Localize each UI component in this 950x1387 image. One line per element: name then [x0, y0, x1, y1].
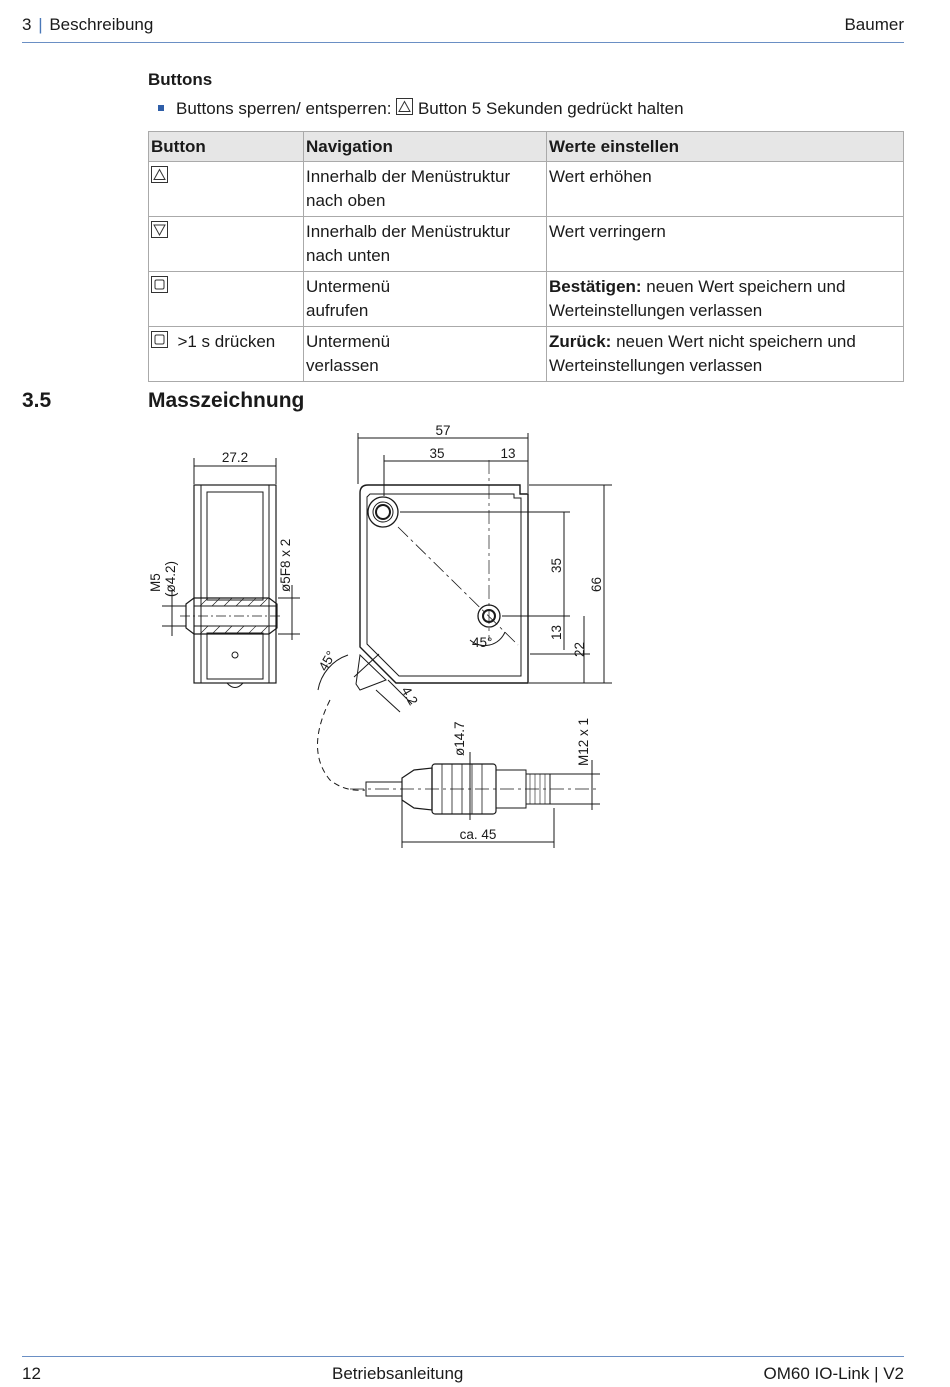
header-values: Werte einstellen — [547, 132, 904, 162]
button-extra-label: >1 s drücken — [177, 332, 276, 351]
up-triangle-icon — [396, 98, 413, 115]
value-bold-label: Bestätigen: — [549, 277, 642, 296]
header-brand: Baumer — [844, 15, 904, 34]
header-separator: | — [33, 15, 48, 34]
value-line: Werteinstellungen verlassen — [549, 301, 763, 320]
value-line: neuen Wert nicht speichern und — [611, 332, 856, 351]
dimension-drawing — [0, 410, 950, 860]
table-row — [149, 272, 904, 327]
nav-line: verlassen — [306, 356, 379, 375]
value-line: Wert erhöhen — [549, 167, 652, 186]
nav-line: Untermenü — [306, 277, 391, 296]
button-cell — [149, 217, 304, 272]
square-button-icon — [151, 331, 168, 348]
down-triangle-icon — [151, 221, 168, 238]
page-number: 12 — [22, 1364, 41, 1383]
dim-35-side: 35 — [549, 557, 564, 573]
navigation-cell — [304, 272, 547, 327]
value-line: Werteinstellungen verlassen — [549, 356, 763, 375]
footer-product: OM60 IO-Link | V2 — [763, 1364, 904, 1383]
dim-width: 57 — [435, 423, 451, 438]
header-button: Button — [149, 132, 304, 162]
value-line: neuen Wert speichern und — [641, 277, 846, 296]
nav-line: nach unten — [306, 246, 391, 265]
dim-side-width: 27.2 — [221, 450, 249, 465]
square-button-icon — [151, 276, 168, 293]
dim-13-top: 13 — [500, 446, 516, 461]
dim-35-top: 35 — [429, 446, 445, 461]
chapter-title: Beschreibung — [49, 15, 154, 34]
value-cell — [547, 327, 904, 382]
header-chapter — [22, 15, 153, 35]
value-line: Wert verringern — [549, 222, 666, 241]
front-view — [315, 433, 612, 712]
button-cell — [149, 162, 304, 217]
navigation-cell — [304, 162, 547, 217]
buttons-heading: Buttons — [148, 70, 213, 89]
dim-14-7: ø14.7 — [452, 721, 467, 756]
nav-line: aufrufen — [306, 301, 369, 320]
dim-66: 66 — [589, 576, 604, 592]
page-header — [22, 14, 904, 43]
nav-line: Innerhalb der Menüstruktur — [306, 222, 511, 241]
bullet-lock-buttons — [158, 99, 684, 119]
footer-doc-type: Betriebsanleitung — [332, 1364, 464, 1383]
chapter-number: 3 — [22, 15, 32, 34]
navigation-cell — [304, 217, 547, 272]
table-row — [149, 162, 904, 217]
bullet-marker-icon — [158, 105, 164, 111]
nav-line: Innerhalb der Menüstruktur — [306, 167, 511, 186]
angle-45-inner: 45° — [472, 635, 493, 650]
dim-m5-sub: (ø4.2) — [163, 560, 178, 597]
header-navigation: Navigation — [304, 132, 547, 162]
button-cell — [149, 272, 304, 327]
value-bold-label: Zurück: — [549, 332, 612, 351]
page-footer — [22, 1356, 904, 1385]
angle-45-outer: 45° — [315, 648, 339, 674]
dim-13-side: 13 — [549, 624, 564, 640]
dim-m5: M5 — [148, 573, 163, 592]
button-cell — [149, 327, 304, 382]
up-triangle-icon — [151, 166, 168, 183]
nav-line: nach oben — [306, 191, 386, 210]
value-cell — [547, 162, 904, 217]
dim-m12: M12 x 1 — [576, 717, 591, 766]
dim-bore: ø5F8 x 2 — [278, 538, 293, 592]
section-number: 3.5 — [22, 389, 52, 412]
navigation-cell — [304, 327, 547, 382]
table-row — [149, 217, 904, 272]
dim-ca45: ca. 45 — [459, 827, 497, 842]
bullet-suffix: Button 5 Sekunden gedrückt halten — [417, 99, 684, 118]
dim-22: 22 — [572, 641, 587, 657]
value-cell — [547, 217, 904, 272]
nav-line: Untermenü — [306, 332, 391, 351]
dim-4-2: 4.2 — [398, 684, 421, 708]
section-title: Masszeichnung — [148, 389, 305, 412]
table-header-row — [149, 132, 904, 162]
button-navigation-table — [148, 131, 904, 382]
value-cell — [547, 272, 904, 327]
bullet-prefix: Buttons sperren/ entsperren: — [176, 99, 392, 118]
table-row — [149, 327, 904, 382]
